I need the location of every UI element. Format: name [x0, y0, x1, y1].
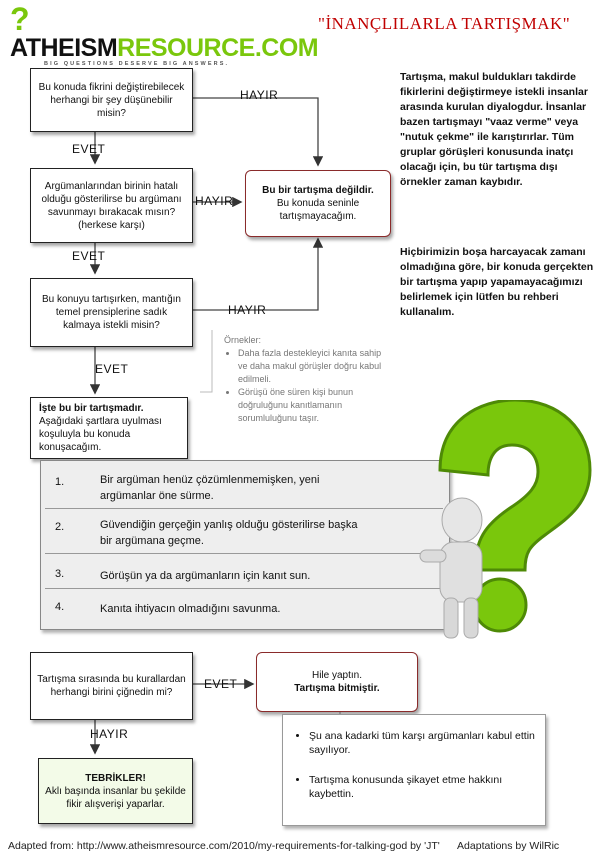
consequences-box — [282, 714, 546, 826]
no-label-2: HAYIR — [195, 194, 234, 208]
yes-label-2: EVET — [72, 249, 106, 263]
yes-label-4: EVET — [204, 677, 238, 691]
consequence-item: • Şu ana kadarki tüm karşı argümanları kabul ettin sayılıyor. — [309, 729, 545, 757]
logo-tagline: BIG QUESTIONS DESERVE BIG ANSWERS. — [44, 61, 230, 67]
rule-row: 4. Kanıta ihtiyacın olmadığını savunma. — [55, 601, 281, 615]
sidebar-paragraph-2: Hiçbirimizin boşa harcayacak zamanı olmadığına göre, bir konuda gerçekten bir tartışma yapıp yapamayacağımızı belirlemek için lütfen bu rehberi kullanalım. — [400, 246, 594, 318]
rule-row: 1. Bir argüman henüz çözümlenmemişken, yeni argümanlar öne sürme. — [45, 472, 443, 509]
logo-question-mark: ? — [10, 1, 30, 37]
examples-note — [224, 334, 384, 425]
cheated-box: Hile yaptın. Tartışma bitmiştir. — [256, 652, 418, 712]
green-question-mark-icon — [400, 400, 600, 640]
no-label-1: HAYIR — [240, 88, 279, 102]
not-a-debate-box: Bu bir tartışma değildir. Bu konuda seninle tartışmayacağım. — [245, 170, 391, 237]
no-label-4: HAYIR — [90, 727, 129, 741]
sidebar-paragraph-1: Tartışma, makul buldukları takdirde fikirlerini değiştirmeye istekli insanlar arasında kurulan diyalogdur. İnsanlar bazen tartışmayı "vaaz verme" veya "nutuk çekme" ile karıştırırlar. Tüm gruplar görüşleri konusunda inatçı olacağı için, bu tür tartışma dışı örnekler zaman kaybıdır. — [400, 71, 588, 188]
question-broke-rules: Tartışma sırasında bu kurallardan herhangi birini çiğnedin mi? — [30, 652, 193, 720]
question-change-mind: Bu konuda fikrini değiştirebilecek herhangi bir şey düşünebilir misin? — [30, 68, 193, 132]
no-label-3: HAYIR — [228, 303, 267, 317]
yes-label-3: EVET — [95, 362, 129, 376]
question-logic-principles: Bu konuyu tartışırken, mantığın temel prensiplerine sadık kalmaya istekli misin? — [30, 278, 193, 347]
footer-adaptation: Adaptations by WilRic — [457, 840, 560, 852]
rule-row: 2. Güvendiğin gerçeğin yanlış olduğu gösterilirse başka bir argümana geçme. — [45, 517, 443, 554]
footer-source: Adapted from: http://www.atheismresource.com/2010/my-requirements-for-talking-god by 'JT' — [8, 840, 440, 852]
consequence-item: • Tartışma konusunda şikayet etme hakkını kaybettin. — [309, 773, 545, 801]
rule-row: 3. Görüşün ya da argümanların için kanıt sun. — [45, 566, 443, 589]
logo-resource: RESOURCE.COM — [117, 34, 319, 62]
example-item: • Daha fazla destekleyici kanıta sahip ve daha makul görüşler doğru kabul edilmeli. — [238, 347, 384, 386]
this-is-a-debate-box: İşte bu bir tartışmadır. Aşağıdaki şartlara uyulması koşuluyla bu konuda konuşacağım. — [30, 397, 188, 459]
page-title: "İNANÇLILARLA TARTIŞMAK" — [318, 14, 571, 33]
footer — [8, 840, 559, 852]
logo-atheism: ATHEISM — [10, 34, 118, 62]
yes-label-1: EVET — [72, 142, 106, 156]
question-drop-argument: Argümanlarından birinin hatalı olduğu gösterilirse bu argümanı savunmayı bırakacak mısın? (herkese karşı) — [30, 168, 193, 243]
logo[interactable] — [10, 1, 319, 67]
congratulations-box: TEBRİKLER! Aklı başında insanlar bu şekilde fikir alışverişi yaparlar. — [38, 758, 193, 824]
examples-heading: Örnekler: — [224, 335, 262, 345]
example-item: • Görüşü öne süren kişi bunun doğruluğunu kanıtlamanın sorumluluğunu taşır. — [238, 386, 384, 425]
